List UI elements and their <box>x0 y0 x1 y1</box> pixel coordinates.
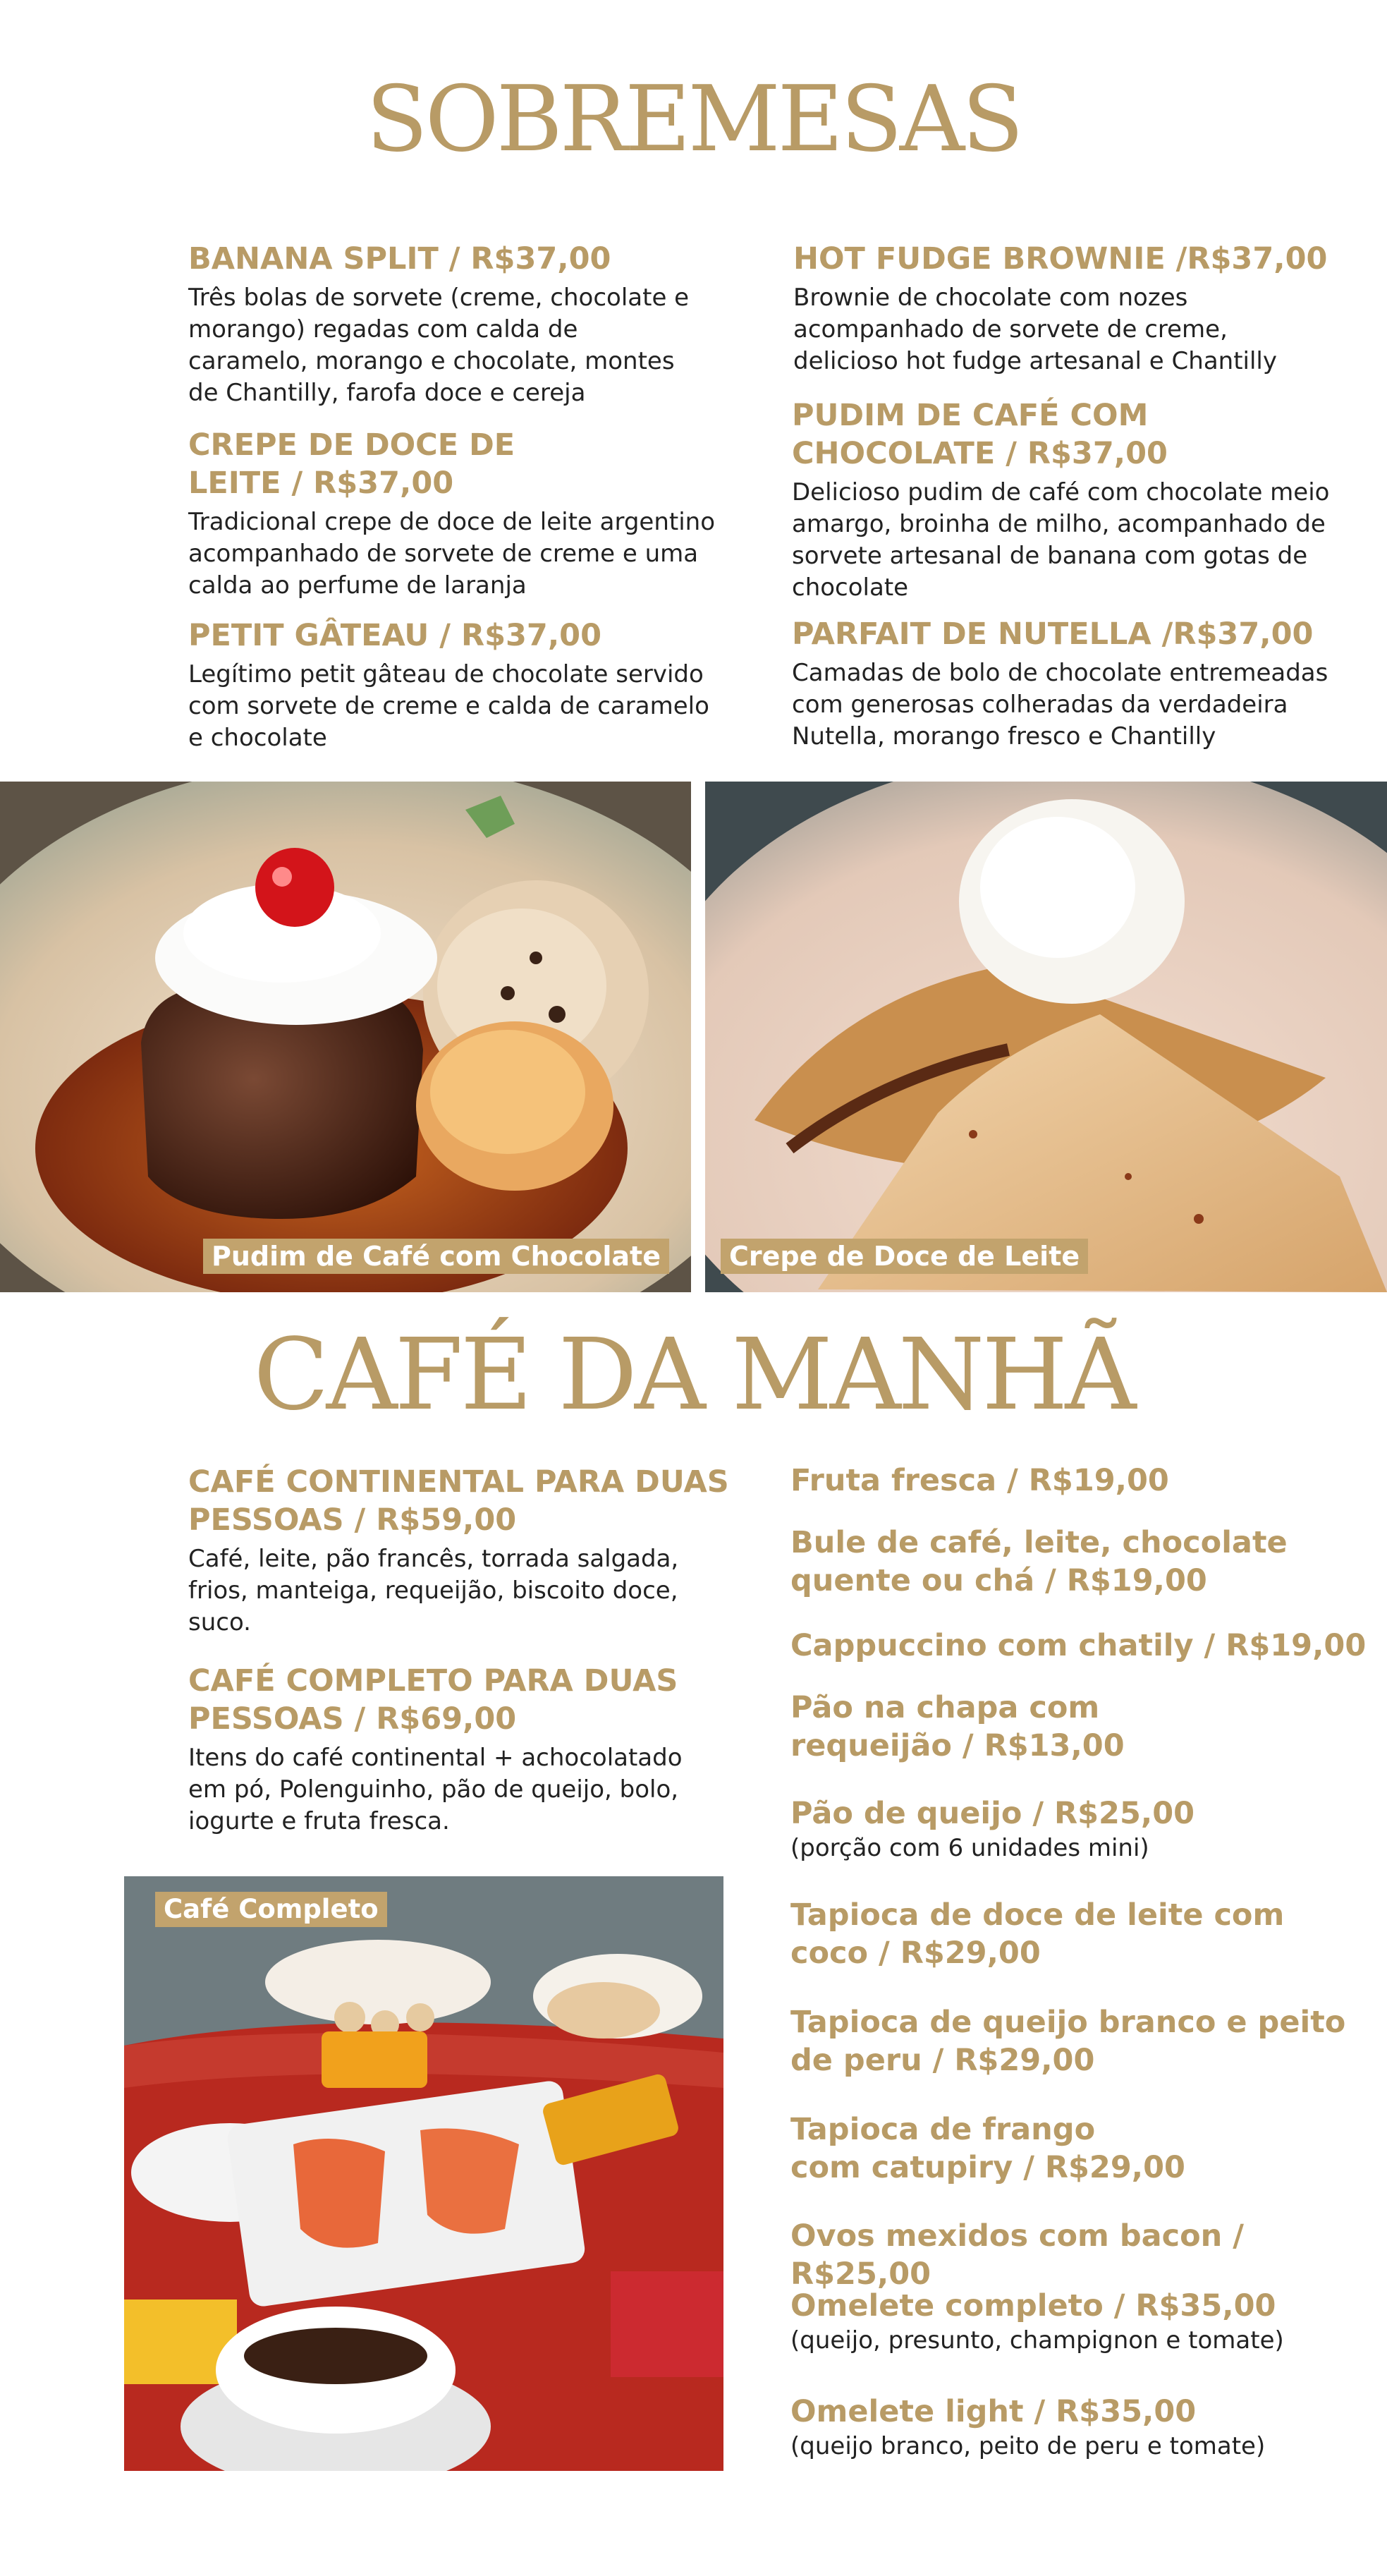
menu-item-description: Camadas de bolo de chocolate entremeadas com generosas colheradas da verdadeira Nutella, morango fresco e Chantilly <box>792 659 1328 751</box>
menu-item <box>790 2393 1383 2462</box>
menu-item-description: (queijo, presunto, champignon e tomate) <box>790 2326 1284 2355</box>
menu-item-title: Omelete light / R$35,00 <box>790 2394 1197 2429</box>
menu-item-title: Pão de queijo / R$25,00 <box>790 1796 1195 1831</box>
menu-item-title: Omelete completo / R$35,00 <box>790 2288 1276 2323</box>
menu-item-description: Tradicional crepe de doce de leite argentino acompanhado de sorvete de creme e uma calda ao perfume de laranja <box>188 508 716 600</box>
crepe-image <box>705 782 1387 1292</box>
menu-item <box>790 2287 1383 2357</box>
menu-item-description: Itens do café continental + achocolatado em pó, Polenguinho, pão de queijo, bolo, iogurte e fruta fresca. <box>188 1744 683 1835</box>
cafe-title: CAFÉ DA MANHÃ <box>253 1318 1134 1433</box>
menu-item-title: Pão na chapa com requeijão / R$13,00 <box>790 1690 1125 1763</box>
menu-item-title: Cappuccino com chatily / R$19,00 <box>790 1628 1367 1663</box>
menu-item-title: Tapioca de queijo branco e peito de peru / R$29,00 <box>790 2005 1346 2078</box>
photo-caption: Crepe de Doce de Leite <box>721 1239 1088 1274</box>
menu-item-title: Ovos mexidos com bacon / R$25,00 <box>790 2218 1244 2292</box>
photo-caption: Café Completo <box>155 1892 387 1927</box>
menu-item-description: Café, leite, pão francês, torrada salgada, frios, manteiga, requeijão, biscoito doce, suco. <box>188 1545 679 1636</box>
menu-item <box>790 2003 1383 2079</box>
menu-item <box>790 1524 1383 1600</box>
menu-item <box>188 616 774 754</box>
menu-item <box>792 396 1377 604</box>
menu-item <box>188 1463 774 1639</box>
menu-item <box>790 1462 1383 1500</box>
menu-item-title: Fruta fresca / R$19,00 <box>790 1463 1169 1498</box>
pudim-image <box>0 782 691 1292</box>
menu-item-title: Tapioca de doce de leite com coco / R$29,00 <box>790 1897 1285 1971</box>
menu-item-description: Brownie de chocolate com nozes acompanhado de sorvete de creme, delicioso hot fudge artesanal e Chantilly <box>793 284 1277 375</box>
menu-item-title: PARFAIT DE NUTELLA /R$37,00 <box>792 616 1314 652</box>
menu-item <box>790 1794 1383 1864</box>
menu-item-title: CAFÉ COMPLETO PARA DUAS PESSOAS / R$69,00 <box>188 1663 678 1737</box>
menu-item-title: PETIT GÂTEAU / R$37,00 <box>188 618 602 653</box>
menu-item <box>790 2110 1383 2187</box>
menu-item <box>792 615 1377 753</box>
breakfast-photo <box>124 1876 723 2471</box>
menu-item-description: (queijo branco, peito de peru e tomate) <box>790 2432 1266 2460</box>
menu-item <box>793 240 1379 377</box>
menu-item-description: Três bolas de sorvete (creme, chocolate e morango) regadas com calda de caramelo, morango e chocolate, montes de Chantilly, farofa doce e cereja <box>188 284 690 407</box>
menu-item <box>188 240 774 409</box>
menu-item <box>790 2217 1383 2293</box>
menu-item-title: Tapioca de frango com catupiry / R$29,00 <box>790 2112 1185 2185</box>
menu-item-description: Delicioso pudim de café com chocolate meio amargo, broinha de milho, acompanhado de sorvete artesanal de banana com gotas de chocolate <box>792 478 1330 602</box>
photo-caption: Pudim de Café com Chocolate <box>203 1239 669 1274</box>
menu-item <box>188 1662 774 1837</box>
menu-item-title: PUDIM DE CAFÉ COM CHOCOLATE / R$37,00 <box>792 398 1168 471</box>
menu-item-description: (porção com 6 unidades mini) <box>790 1834 1149 1862</box>
dessert-photo-crepe <box>705 782 1387 1292</box>
dessert-photo-pudim <box>0 782 691 1292</box>
menu-item-title: Bule de café, leite, chocolate quente ou chá / R$19,00 <box>790 1525 1288 1598</box>
menu-item-title: CAFÉ CONTINENTAL PARA DUAS PESSOAS / R$59,00 <box>188 1464 729 1538</box>
menu-item-title: HOT FUDGE BROWNIE /R$37,00 <box>793 241 1328 277</box>
menu-item <box>790 1689 1383 1765</box>
menu-item-title: CREPE DE DOCE DE LEITE / R$37,00 <box>188 427 515 501</box>
menu-item <box>790 1896 1383 1972</box>
menu-item-description: Legítimo petit gâteau de chocolate servido com sorvete de creme e calda de caramelo e chocolate <box>188 660 709 752</box>
sobremesas-title: SOBREMESAS <box>366 67 1021 172</box>
menu-item <box>790 1627 1383 1665</box>
menu-item-title: BANANA SPLIT / R$37,00 <box>188 241 611 277</box>
breakfast-image <box>124 1876 723 2471</box>
menu-item <box>188 426 774 602</box>
